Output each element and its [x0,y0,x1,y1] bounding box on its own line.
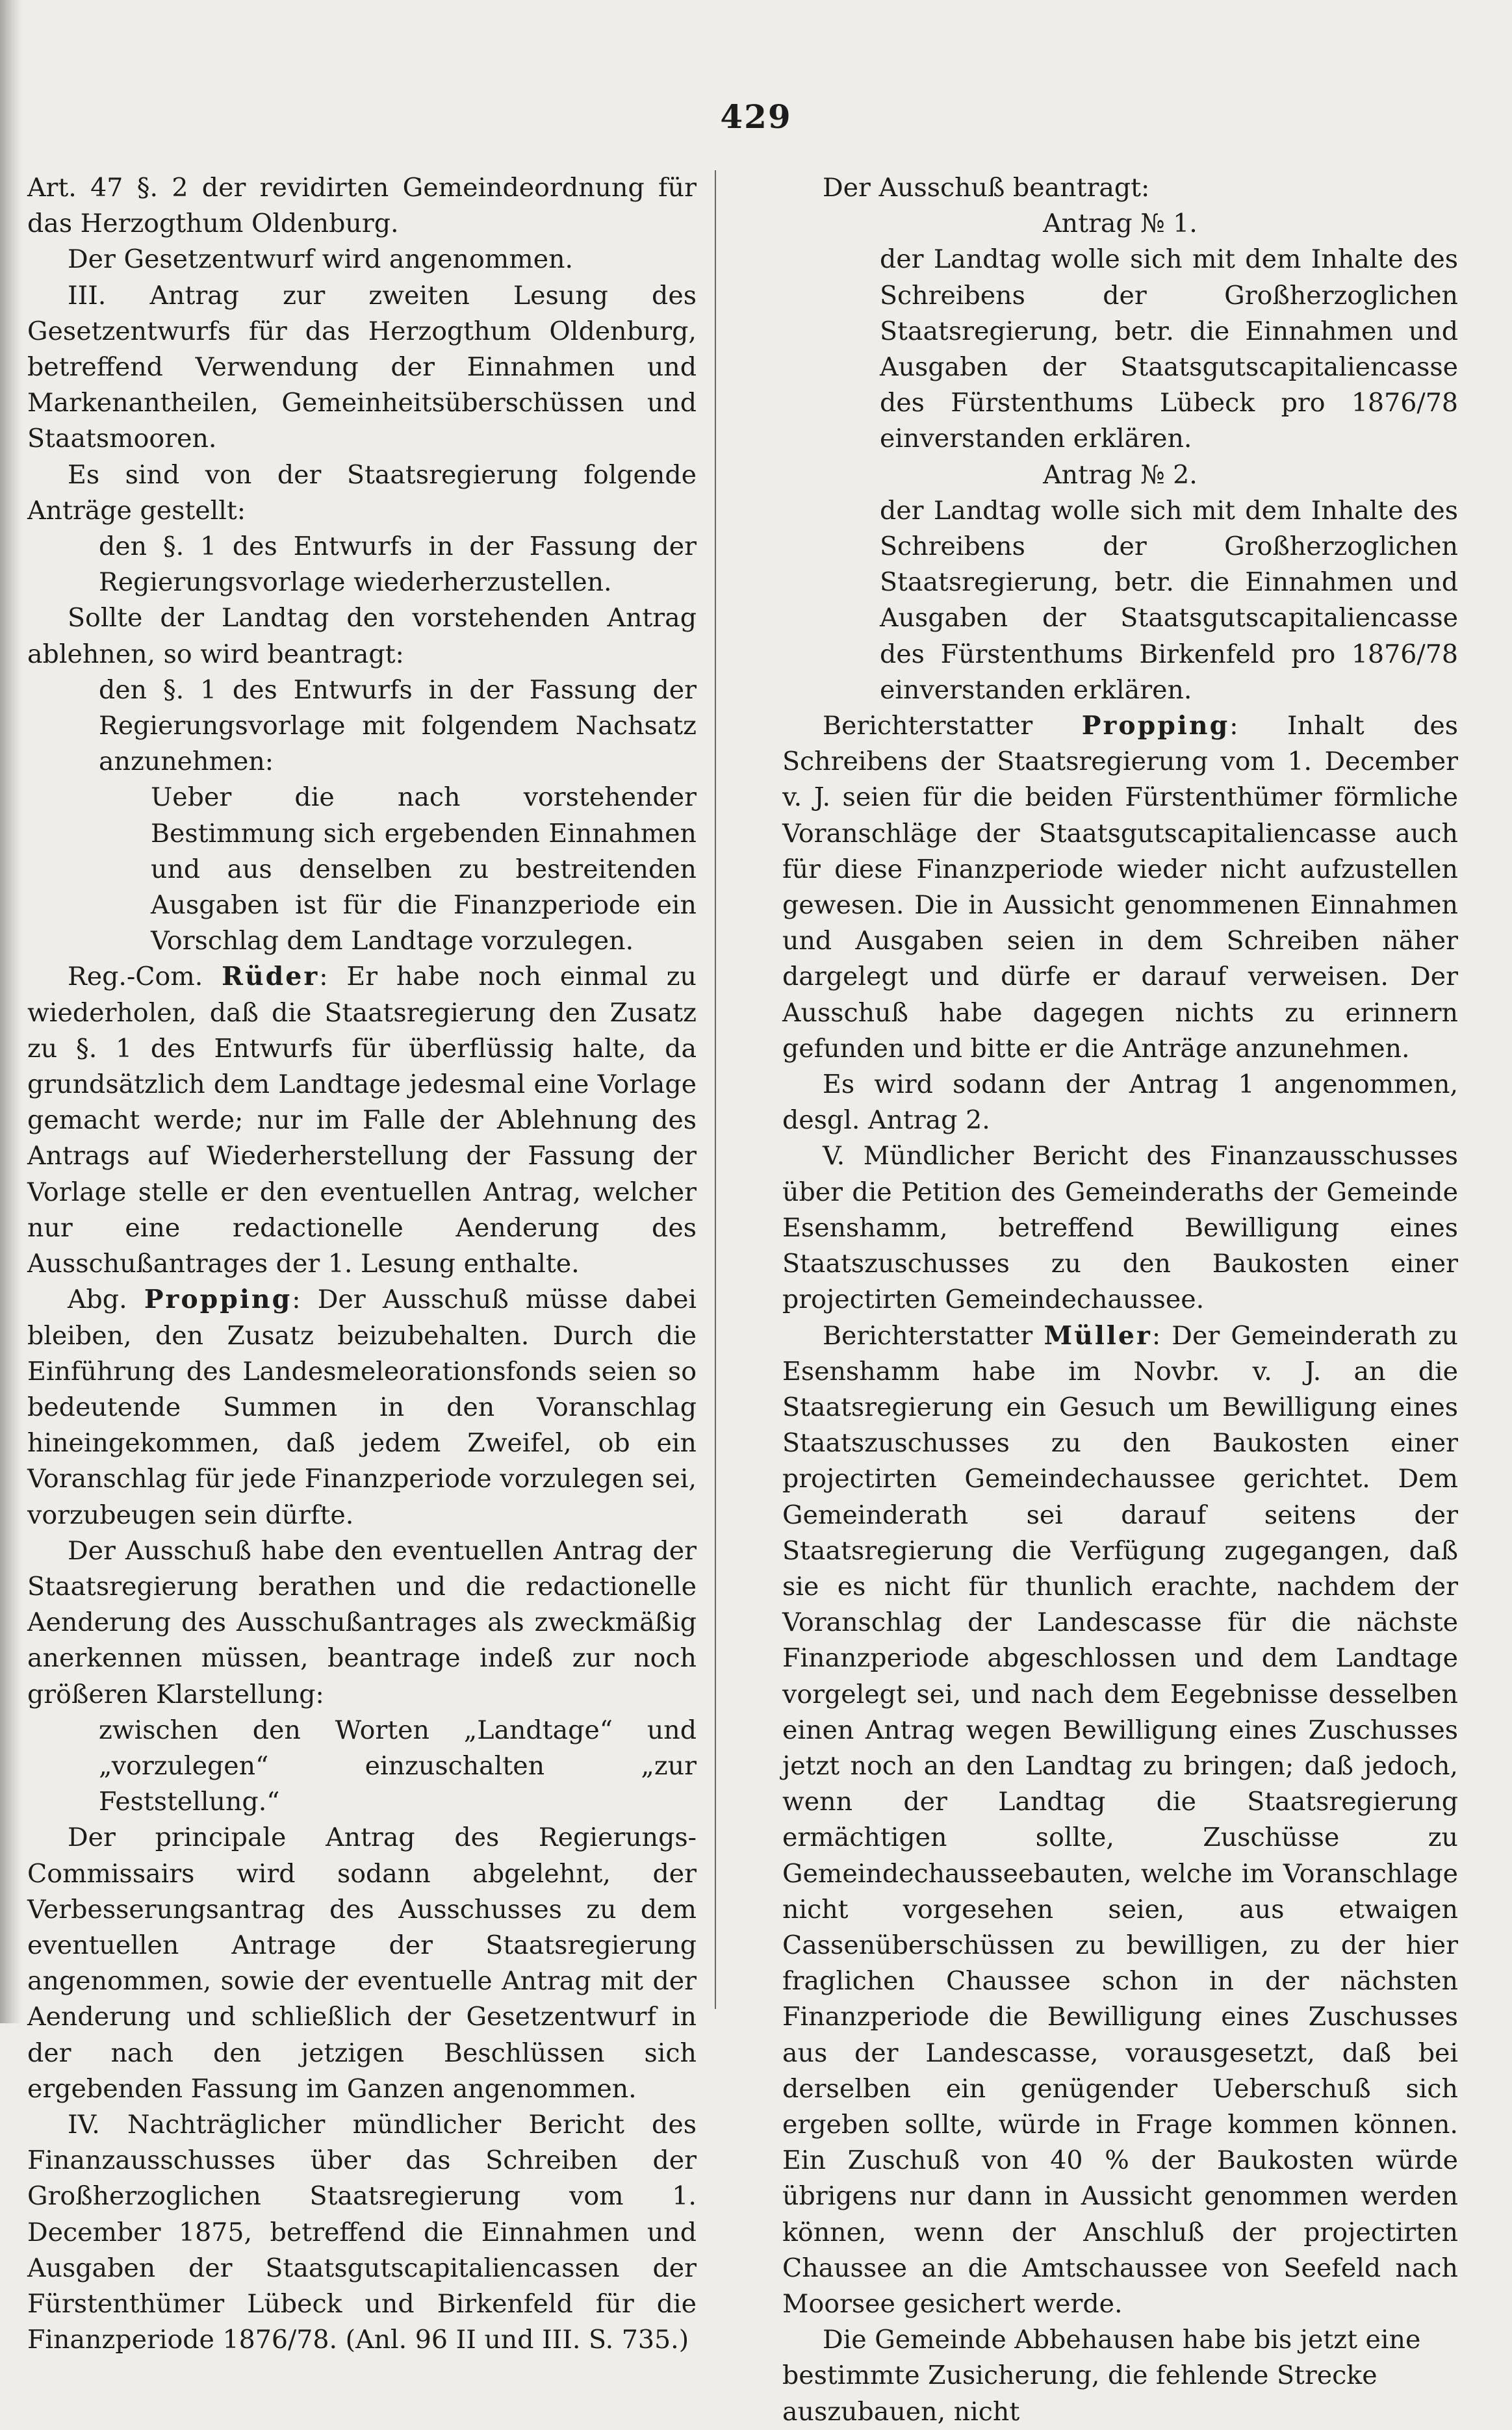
paragraph: der Landtag wolle sich mit dem Inhalte des Schreibens der Großherzoglichen Staatsregierung, betr. die Einnahmen und Ausgaben der Staatsgutscapitaliencasse des Fürstenthums Birkenfeld pro 1876/78 einverstanden erklären. [880,495,1458,705]
paragraph: V. Mündlicher Bericht des Finanzausschusses über die Petition des Gemeinderaths der Gemeinde Esenshamm, betreffend Bewilligung eines Staatszuschusses zu den Baukosten einer projectirten Gemeindechaussee. [782,1141,1458,1315]
speaker-name: Müller [1044,1320,1152,1351]
paragraph: Antrag № 1. [1043,209,1198,239]
speaker-name: Propping [1081,711,1230,741]
paragraph: Art. 47 §. 2 der revidirten Gemeindeordnung für das Herzogthum Oldenburg. [27,173,697,239]
speaker-role: Abg. [68,1285,144,1315]
paragraph: Antrag № 2. [1043,459,1198,490]
column-divider [715,170,716,2009]
page-binding-shadow [0,0,22,2023]
paragraph: Ueber die nach vorstehender Bestimmung sich ergebenden Einnahmen und aus denselben zu bestreitenden Ausgaben ist für die Finanzperiode ein Vorschlag dem Landtage vorzulegen. [151,782,697,956]
paragraph: Der Ausschuß habe den eventuellen Antrag der Staatsregierung berathen und die redactionelle Aenderung des Ausschußantrages als zweckmäßig anerkennen müssen, beantrage indeß zur noch größeren Klarstellung: [27,1535,697,1709]
paragraph-text: : Der Gemeinderath zu Esenshamm habe im Novbr. v. J. an die Staatsregierung ein Gesuch um Bewilligung eines Staatszuschusses zu den Baukosten einer projectirten Gemeindechaussee gerichtet. Dem Gemeinderath sei darauf seitens der Staatsregierung die Verfügung zugegangen, daß sie es nicht für thunlich erachte, nachdem der Voranschlag der Landescasse für die nächste Finanzperiode abgeschlossen und dem Landtage vorgelegt sei, und nach dem Eegebnisse desselben einen Antrag wegen Bewilligung eines Zuschusses jetzt noch an den Landtag zu bringen; daß jedoch, wenn der Landtag die Staatsregierung ermächtigen sollte, Zuschüsse zu Gemeindechausseebauten, welche im Voranschlage nicht vorgesehen seien, aus etwaigen Cassenüberschüssen zu bewilligen, zu der hier fraglichen Chaussee schon in der nächsten Finanzperiode die Bewilligung eines Zuschusses aus der Landescasse, vorausgesetzt, daß bei derselben ein genügender Ueberschuß sich ergeben sollte, würde in Frage kommen können. Ein Zuschuß von 40 % der Baukosten würde übrigens nur dann in Aussicht genommen werden können, wenn der Anschluß der projectirten Chaussee an die Amtschaussee von Seefeld nach Moorsee gesichert werde. [782,1320,1458,2319]
paragraph: Der principale Antrag des Regierungs-Commissairs wird sodann abgelehnt, der Verbesserungsantrag des Ausschusses zu dem eventuellen Antrage der Staatsregierung angenommen, sowie der eventuelle Antrag mit der Aenderung und schließlich der Gesetzentwurf in der nach den jetzigen Beschlüssen sich ergebenden Fassung im Ganzen angenommen. [27,1823,697,2104]
paragraph-text: : Er habe noch einmal zu wiederholen, daß die Staatsregierung den Zusatz zu §. 1 des Entwurfs für überflüssig halte, da grundsätzlich dem Landtage jedesmal eine Vorlage gemacht werde; nur im Falle der Ablehnung des Antrags auf Wiederherstellung der Fassung der Vorlage stelle er den eventuellen Antrag, welcher nur eine redactionelle Aenderung des Ausschußantrages der 1. Lesung enthalte. [27,962,697,1279]
paragraph: zwischen den Worten „Landtage“ und „vorzulegen“ einzuschalten „zur Feststellung.“ [99,1715,697,1817]
paragraph: den §. 1 des Entwurfs in der Fassung der Regierungsvorlage mit folgendem Nachsatz anzunehmen: [99,674,697,777]
paragraph: der Landtag wolle sich mit dem Inhalte des Schreibens der Großherzoglichen Staatsregierung, betr. die Einnahmen und Ausgaben der Staatsgutscapitaliencasse des Fürstenthums Lübeck pro 1876/78 einverstanden erklären. [880,244,1458,454]
paragraph: III. Antrag zur zweiten Lesung des Gesetzentwurfs für das Herzogthum Oldenburg, betreffend Verwendung der Einnahmen und Markenantheilen, Gemeinheitsüberschüssen und Staatsmooren. [27,280,697,454]
speaker-role: Berichterstatter [823,711,1082,741]
speaker-role: Reg.-Com. [68,962,222,992]
paragraph: den §. 1 des Entwurfs in der Fassung der Regierungsvorlage wiederherzustellen. [99,531,697,598]
left-column [27,170,697,2358]
paragraph: Der Gesetzentwurf wird angenommen. [68,244,574,275]
paragraph-text: : Der Ausschuß müsse dabei bleiben, den Zusatz beizubehalten. Durch die Einführung des Landesmeleorationsfonds seien so bedeutende Summen in den Voranschlag hineingekommen, daß jedem Zweifel, ob ein Voranschlag für jede Finanzperiode vorzulegen sei, vorzubeugen sein dürfte. [27,1285,697,1530]
paragraph: Es wird sodann der Antrag 1 angenommen, desgl. Antrag 2. [782,1069,1458,1136]
speaker-role: Berichterstatter [823,1320,1044,1351]
paragraph [782,708,1458,1067]
paragraph: Sollte der Landtag den vorstehenden Antrag ablehnen, so wird beantragt: [27,603,697,669]
paragraph [782,1318,1458,2323]
paragraph: Es sind von der Staatsregierung folgende Anträge gestellt: [27,459,697,526]
paragraph: IV. Nachträglicher mündlicher Bericht des Finanzausschusses über das Schreiben der Großherzoglichen Staatsregierung vom 1. December 1875, betreffend die Einnahmen und Ausgaben der Staatsgutscapitaliencassen der Fürstenthümer Lübeck und Birkenfeld für die Finanzperiode 1876/78. (Anl. 96 II und III. S. 735.) [27,2109,697,2355]
paragraph [27,959,697,1282]
paragraph-text: : Inhalt des Schreibens der Staatsregierung vom 1. December v. J. seien für die beiden Fürstenthümer förmliche Voranschläge der Staatsgutscapitaliencasse auch für diese Finanzperiode wieder nicht aufzustellen gewesen. Die in Aussicht genommenen Einnahmen und Ausgaben seien in dem Schreiben näher dargelegt und dürfe er darauf verweisen. Der Ausschuß habe dagegen nichts zu erinnern gefunden und bitte er die Anträge anzunehmen. [782,711,1458,1064]
paragraph [27,1282,697,1533]
speaker-name: Rüder [222,962,320,992]
paragraph: Der Ausschuß beantragt: [823,173,1150,203]
page-number: 429 [720,97,792,136]
speaker-name: Propping [144,1285,292,1315]
paragraph: Die Gemeinde Abbehausen habe bis jetzt eine bestimmte Zusicherung, die fehlende Strecke auszubauen, nicht [782,2325,1421,2427]
right-column [782,170,1458,2430]
